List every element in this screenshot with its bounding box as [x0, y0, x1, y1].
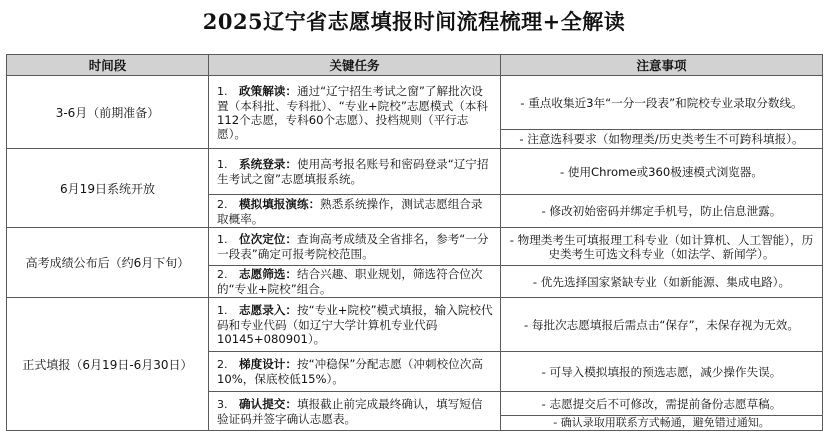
task-number: 1.	[217, 233, 228, 246]
period-cell: 正式填报（6月19日-6月30日）	[7, 298, 209, 431]
task-number: 1.	[217, 158, 228, 171]
task-text: 熟悉系统操作，测试志愿组合录取概率。	[217, 196, 483, 226]
header-period: 时间段	[7, 55, 209, 76]
table-row	[7, 149, 823, 195]
note-cell: - 每批次志愿填报后需点击“保存”，未保存视为无效。	[501, 298, 823, 352]
period-cell: 3-6月（前期准备）	[7, 76, 209, 149]
note-cell: - 优先选择国家紧缺专业（如新能源、集成电路）。	[501, 266, 823, 298]
period-cell: 高考成绩公布后（约6月下旬）	[7, 228, 209, 298]
task-text: 按“专业+院校”模式填报，输入院校代码和专业代码（如辽宁大学计算机专业代码10145+080901）。	[217, 303, 493, 346]
note-cell: - 志愿提交后不可修改，需提前备份志愿草稿。	[501, 392, 823, 416]
note-cell: - 确认录取用联系方式畅通，避免错过通知。	[501, 416, 823, 431]
table-row	[7, 298, 823, 352]
task-cell	[209, 195, 501, 228]
task-cell	[209, 149, 501, 195]
note-cell: - 重点收集近3年“一分一段表”和院校专业录取分数线。	[501, 76, 823, 130]
task-name: 梯度设计：	[239, 357, 297, 371]
header-task: 关键任务	[209, 55, 501, 76]
task-cell	[209, 392, 501, 431]
header-row	[7, 55, 823, 76]
note-cell: - 使用Chrome或360极速模式浏览器。	[501, 149, 823, 195]
task-cell	[209, 266, 501, 298]
header-notes: 注意事项	[501, 55, 823, 76]
task-name: 志愿录入：	[239, 303, 297, 317]
task-name: 政策解读：	[239, 83, 297, 98]
task-number: 2.	[217, 197, 228, 211]
period-cell: 6月19日系统开放	[7, 149, 209, 228]
note-cell: - 注意选科要求（如物理类/历史类考生不可跨科填报）。	[501, 130, 823, 149]
schedule-table	[6, 54, 823, 431]
task-name: 确认提交：	[239, 396, 297, 411]
note-cell: - 可导入模拟填报的预选志愿，减少操作失误。	[501, 352, 823, 392]
task-cell	[209, 76, 501, 149]
task-text: 使用高考报名账号和密码登录“辽宁招生考试之窗”志愿填报系统。	[217, 157, 489, 186]
task-number: 2.	[217, 268, 228, 281]
task-text: 查询高考成绩及全省排名，参考“一分一段表”确定可报考院校范围。	[217, 232, 489, 261]
task-name: 志愿筛选：	[239, 267, 297, 281]
task-text: 通过“辽宁招生考试之窗”了解批次设置（本科批、专科批）、“专业+院校”志愿模式（本科112个志愿，专科60个志愿）、投档规则（平行志愿）。	[217, 83, 488, 141]
task-number: 1.	[217, 304, 228, 317]
task-number: 1.	[217, 84, 228, 98]
task-name: 模拟填报演练：	[239, 196, 321, 211]
task-cell	[209, 352, 501, 392]
task-name: 系统登录：	[239, 157, 297, 171]
note-cell: - 物理类考生可填报理工科专业（如计算机、人工智能），历史类考生可选文科专业（如法学、新闻学）。	[501, 228, 823, 266]
table-row	[7, 76, 823, 130]
task-number: 3.	[217, 397, 228, 411]
task-name: 位次定位：	[239, 232, 297, 246]
task-text: 填报截止前完成最终确认，填写短信验证码并签字确认志愿表。	[217, 396, 483, 426]
task-text: 按“冲稳保”分配志愿（冲刺校位次高10%，保底校低15%）。	[217, 357, 483, 386]
page-title: 2025辽宁省志愿填报时间流程梳理+全解读	[202, 9, 626, 34]
task-cell	[209, 298, 501, 352]
task-cell	[209, 228, 501, 266]
note-cell: - 修改初始密码并绑定手机号，防止信息泄露。	[501, 195, 823, 228]
task-text: 结合兴趣、职业规划，筛选符合位次的“专业+院校”组合。	[217, 267, 483, 296]
table-row	[7, 228, 823, 266]
task-number: 2.	[217, 358, 228, 371]
